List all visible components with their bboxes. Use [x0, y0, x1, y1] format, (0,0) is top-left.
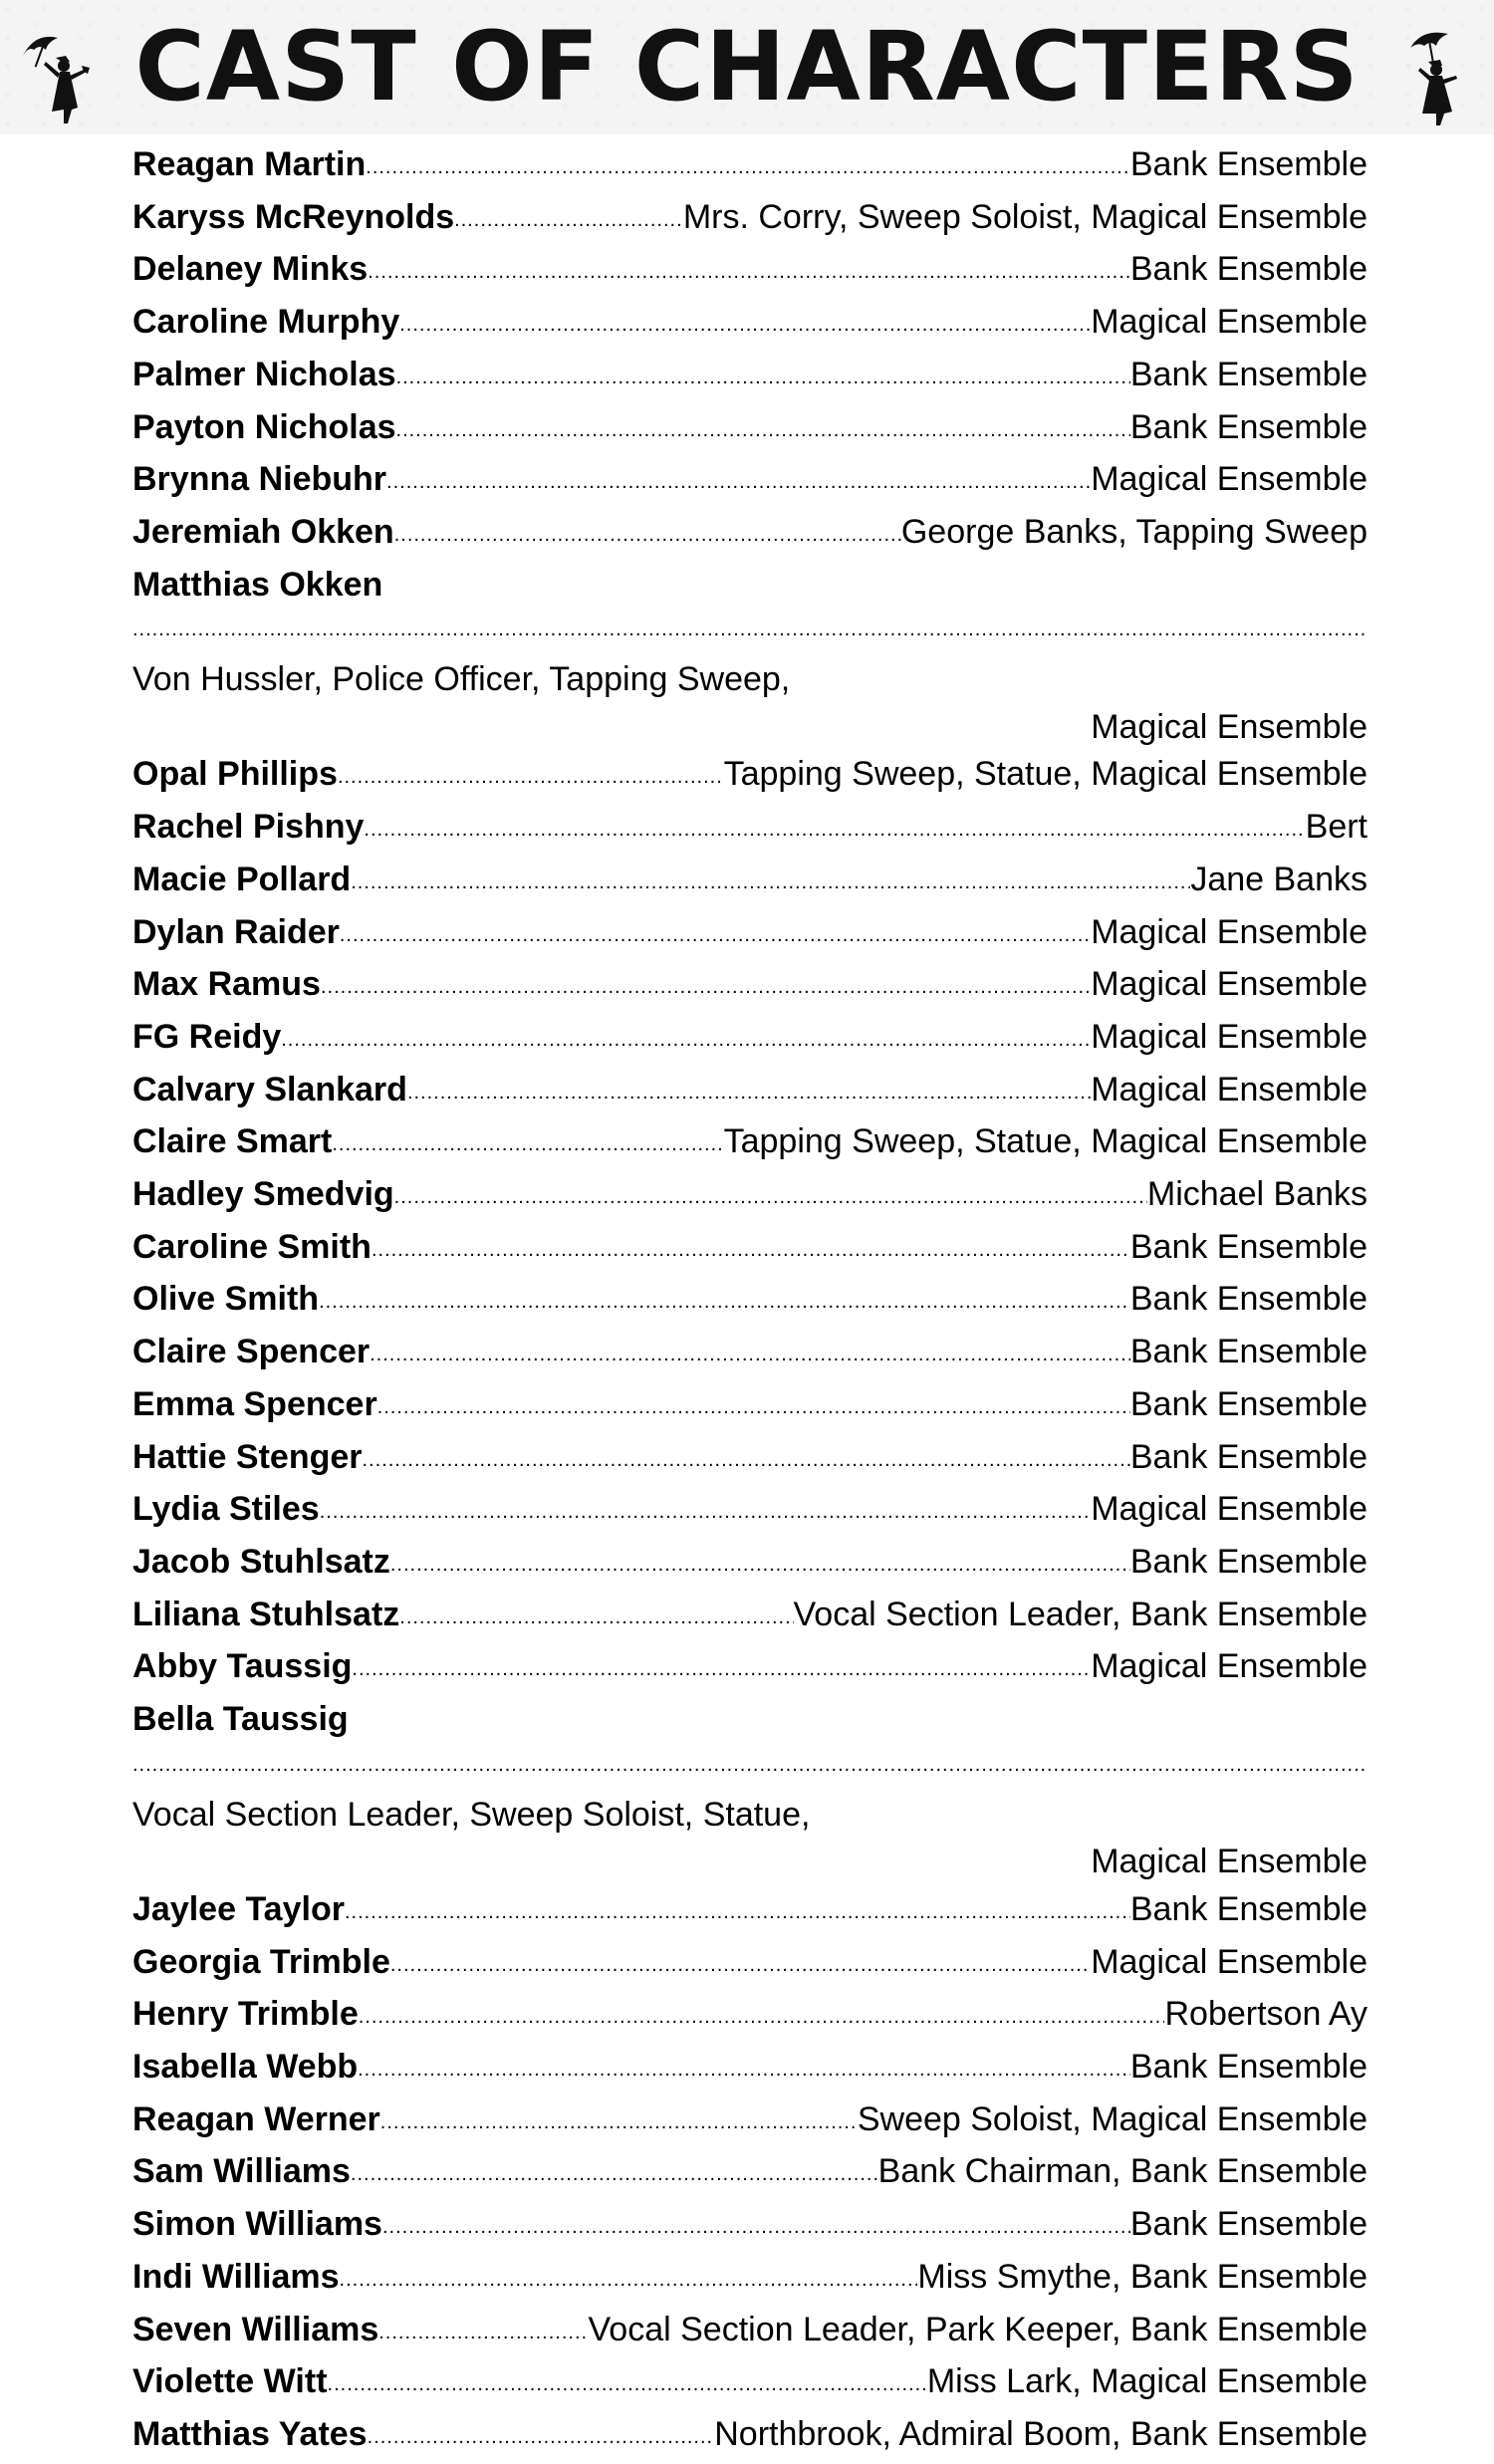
role-name: Magical Ensemble [1091, 1070, 1368, 1109]
cast-entry [132, 141, 1368, 194]
cast-list [132, 141, 1368, 2464]
dot-leader [396, 407, 1130, 455]
actor-name: Payton Nicholas [132, 407, 396, 446]
role-name-continued: Magical Ensemble [1091, 707, 1368, 746]
role-name: Miss Smythe, Bank Ensemble [917, 2257, 1368, 2296]
role-name: Bank Ensemble [1129, 145, 1368, 183]
cast-entry [132, 509, 1368, 562]
role-name: Bank Ensemble [1129, 1542, 1368, 1581]
cast-entry [132, 2307, 1368, 2359]
actor-name: Claire Spencer [132, 1333, 371, 1371]
cast-entry [132, 1939, 1368, 1992]
role-name: Vocal Section Leader, Bank Ensemble [793, 1595, 1368, 1633]
cast-entry [132, 751, 1368, 804]
dot-leader [368, 2414, 715, 2462]
role-name: Magical Ensemble [1091, 912, 1368, 951]
cast-entry [132, 562, 1368, 752]
dot-leader [281, 1017, 1091, 1065]
dot-leader [352, 1646, 1091, 1694]
cast-entry [132, 1329, 1368, 1381]
cast-entry [132, 1014, 1368, 1067]
dot-leader [394, 1174, 1147, 1222]
actor-name: Karyss McReynolds [132, 197, 455, 236]
dot-leader [340, 912, 1091, 960]
actor-name: Brynna Niebuhr [132, 460, 387, 499]
role-name: Bank Ensemble [1129, 250, 1368, 289]
dot-leader [380, 2099, 858, 2147]
role-name: Magical Ensemble [1091, 1017, 1368, 1056]
actor-name: Olive Smith [132, 1280, 320, 1319]
role-name: Bert [1305, 808, 1368, 847]
role-name-continued: Magical Ensemble [1091, 1843, 1368, 1881]
dot-leader [382, 2204, 1130, 2252]
umbrella-silhouette-icon [1392, 28, 1482, 127]
cast-entry [132, 1118, 1368, 1171]
actor-name: FG Reidy [132, 1017, 282, 1056]
role-name: Jane Banks [1190, 860, 1368, 898]
actor-name: Calvary Slankard [132, 1070, 407, 1109]
role-name: Mrs. Corry, Sweep Soloist, Magical Ensemble [682, 197, 1368, 236]
actor-name: Violette Witt [132, 2362, 328, 2401]
cast-entry [132, 1224, 1368, 1277]
dot-leader [454, 197, 683, 245]
actor-name: Indi Williams [132, 2257, 340, 2296]
cast-entry [132, 2148, 1368, 2201]
role-name: Bank Ensemble [1129, 1280, 1368, 1319]
actor-name: Reagan Martin [132, 145, 367, 183]
role-name: Bank Ensemble [1129, 1227, 1368, 1266]
cast-entry [132, 804, 1368, 857]
actor-name: Simon Williams [132, 2205, 382, 2244]
actor-name: Bella Taussig [132, 1700, 349, 1739]
cast-entry [132, 1486, 1368, 1539]
dot-leader [366, 144, 1130, 192]
cast-entry [132, 299, 1368, 352]
actor-name: Seven Williams [132, 2310, 379, 2348]
actor-name: Abby Taussig [132, 1647, 353, 1686]
dot-leader [377, 1384, 1130, 1432]
actor-name: Caroline Smith [132, 1227, 372, 1266]
dot-leader [320, 1489, 1092, 1537]
dot-leader [338, 754, 724, 802]
dot-leader [332, 1121, 723, 1169]
actor-name: Claire Smart [132, 1122, 333, 1161]
role-name: Magical Ensemble [1091, 1490, 1368, 1529]
role-name: Magical Ensemble [1091, 1647, 1368, 1686]
actor-name: Palmer Nicholas [132, 355, 396, 393]
actor-name: Jeremiah Okken [132, 512, 394, 551]
actor-name: Hadley Smedvig [132, 1175, 394, 1214]
dot-leader [363, 1437, 1130, 1485]
role-name: Bank Ensemble [1129, 355, 1368, 393]
actor-name: Lydia Stiles [132, 1490, 320, 1529]
role-name: Tapping Sweep, Statue, Magical Ensemble [723, 1122, 1368, 1161]
dot-leader [372, 1227, 1130, 1275]
role-name: Bank Ensemble [1129, 2205, 1368, 2244]
actor-name: Opal Phillips [132, 755, 338, 794]
cast-entry [132, 2201, 1368, 2254]
role-name: Magical Ensemble [1091, 460, 1368, 499]
actor-name: Rachel Pishny [132, 808, 365, 847]
role-name: Sweep Soloist, Magical Ensemble [857, 2099, 1368, 2138]
actor-name: Matthias Okken [132, 565, 383, 604]
cast-entry [132, 404, 1368, 457]
cast-entry [132, 2096, 1368, 2149]
role-name: Bank Ensemble [1129, 1889, 1368, 1928]
dot-leader [132, 607, 1368, 654]
actor-name: Matthias Yates [132, 2414, 368, 2453]
dot-leader [132, 1742, 1368, 1790]
role-name: Magical Ensemble [1091, 965, 1368, 1004]
dot-leader [396, 355, 1130, 402]
page-title: CAST OF CHARACTERS [134, 11, 1360, 123]
cast-entry [132, 1171, 1368, 1224]
cast-entry [132, 2044, 1368, 2096]
actor-name: Hattie Stenger [132, 1437, 363, 1476]
role-name: Robertson Ay [1164, 1995, 1368, 2034]
dot-leader [399, 302, 1091, 350]
dot-leader [378, 2310, 588, 2357]
role-name: Bank Ensemble [1129, 2048, 1368, 2087]
dot-leader [368, 249, 1130, 297]
dot-leader [351, 860, 1190, 907]
dot-leader [370, 1332, 1130, 1379]
role-name: Miss Lark, Magical Ensemble [926, 2362, 1368, 2401]
dot-leader [358, 2047, 1130, 2094]
actor-name: Isabella Webb [132, 2048, 359, 2087]
role-name: Tapping Sweep, Statue, Magical Ensemble [723, 755, 1368, 794]
actor-name: Jaylee Taylor [132, 1889, 345, 1928]
cast-entry [132, 1067, 1368, 1119]
dot-leader [340, 2257, 918, 2305]
cast-entry [132, 246, 1368, 299]
role-name: Bank Chairman, Bank Ensemble [877, 2152, 1368, 2191]
dot-leader [319, 1279, 1130, 1327]
cast-entry [132, 1381, 1368, 1434]
dot-leader [321, 964, 1091, 1012]
actor-name: Henry Trimble [132, 1995, 359, 2034]
cast-entry [132, 1276, 1368, 1329]
actor-name: Liliana Stuhlsatz [132, 1595, 400, 1633]
cast-entry [132, 1643, 1368, 1696]
actor-name: Delaney Minks [132, 250, 369, 289]
cast-entry [132, 1539, 1368, 1592]
actor-name: Dylan Raider [132, 912, 340, 951]
role-name: Vocal Section Leader, Park Keeper, Bank Ensemble [588, 2310, 1368, 2348]
actor-name: Jacob Stuhlsatz [132, 1542, 390, 1581]
role-name: Bank Ensemble [1129, 1333, 1368, 1371]
dot-leader [351, 2151, 878, 2199]
actor-name: Macie Pollard [132, 860, 352, 898]
dot-leader [345, 1889, 1130, 1937]
dot-leader [390, 1542, 1130, 1590]
role-name: Bank Ensemble [1129, 1384, 1368, 1423]
dot-leader [407, 1070, 1091, 1117]
role-name: Von Hussler, Police Officer, Tapping Sweep, [132, 660, 791, 699]
cast-entry [132, 1696, 1368, 1886]
dot-leader [364, 807, 1305, 855]
cast-entry [132, 1592, 1368, 1644]
actor-name: Georgia Trimble [132, 1942, 390, 1981]
actor-name: Caroline Murphy [132, 303, 400, 342]
role-name: Vocal Section Leader, Sweep Soloist, Statue, [132, 1795, 811, 1834]
dot-leader [386, 459, 1091, 507]
cast-entry [132, 857, 1368, 909]
role-name: George Banks, Tapping Sweep [900, 512, 1368, 551]
role-name: Bank Ensemble [1129, 407, 1368, 446]
actor-name: Sam Williams [132, 2152, 351, 2191]
cast-entry [132, 2254, 1368, 2307]
dot-leader [390, 1942, 1091, 1990]
cast-entry [132, 1991, 1368, 2044]
cast-entry [132, 456, 1368, 509]
role-name: Magical Ensemble [1091, 303, 1368, 342]
role-name: Bank Ensemble [1129, 1437, 1368, 1476]
actor-name: Emma Spencer [132, 1384, 377, 1423]
cast-entry [132, 1886, 1368, 1939]
role-name: Northbrook, Admiral Boom, Bank Ensemble [714, 2414, 1368, 2453]
cast-entry [132, 1434, 1368, 1487]
role-name: Michael Banks [1146, 1175, 1368, 1214]
cast-entry [132, 2411, 1368, 2464]
cast-entry [132, 961, 1368, 1014]
page-header [0, 0, 1494, 134]
dot-leader [394, 512, 901, 560]
actor-name: Max Ramus [132, 965, 321, 1004]
cast-entry [132, 909, 1368, 962]
dot-leader [399, 1595, 793, 1642]
role-name: Magical Ensemble [1091, 1942, 1368, 1981]
cast-entry [132, 194, 1368, 247]
dot-leader [328, 2361, 927, 2409]
dot-leader [359, 1994, 1165, 2042]
cast-entry [132, 352, 1368, 404]
actor-name: Reagan Werner [132, 2099, 380, 2138]
cast-entry [132, 2358, 1368, 2411]
